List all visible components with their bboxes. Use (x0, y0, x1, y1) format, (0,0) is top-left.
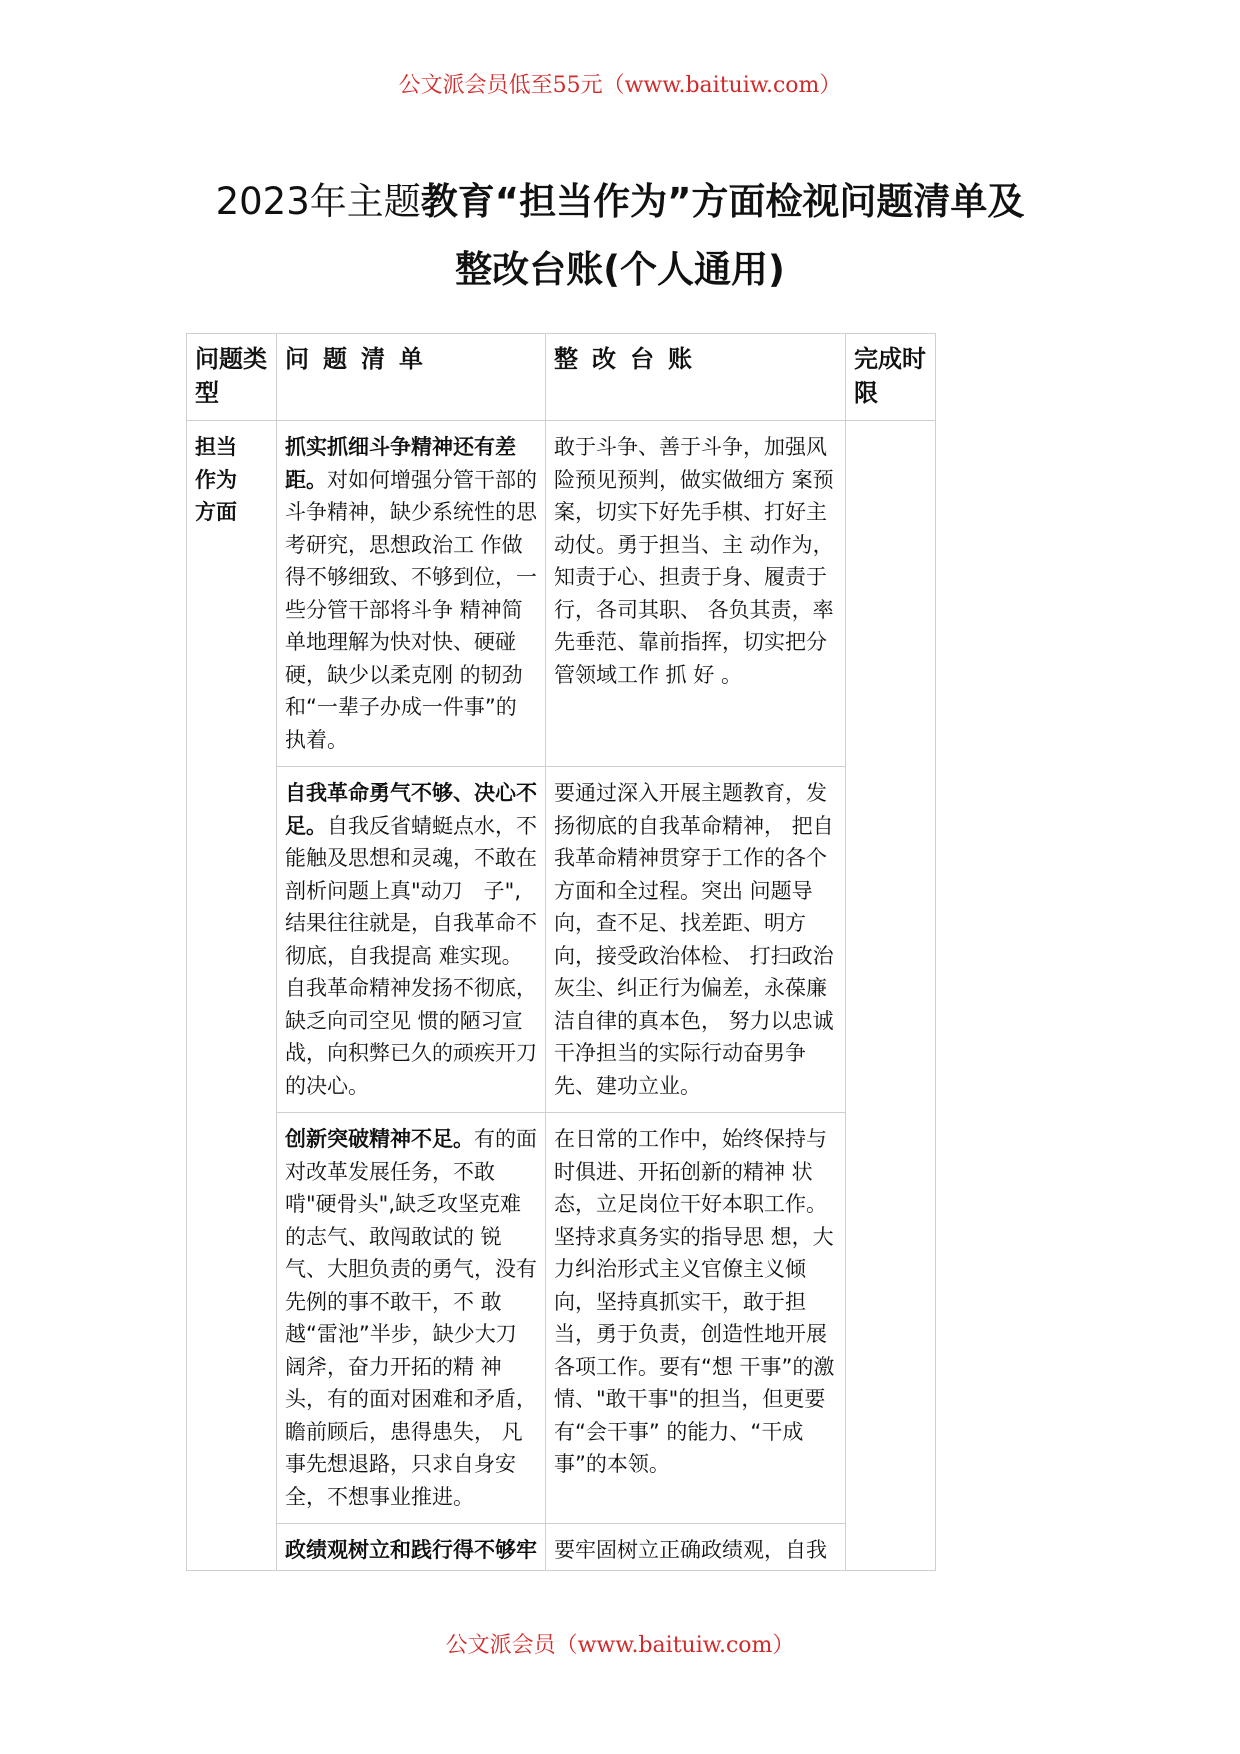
ledger-cell: 敢于斗争、善于斗争，加强风险预见预判，做实做细方 案预案，切实下好先手棋、打好主动仗。勇于担当、主 动作为，知责于心、担责于身、履责于行，各司其职、 各负其责，率先垂范、靠前指挥，切实把分管领域工作 抓 好 。 (546, 421, 846, 767)
top-banner: 公文派会员低至55元（www.baituiw.com） (398, 73, 842, 98)
deadline-cell (846, 421, 936, 1571)
ledger-cell: 在日常的工作中，始终保持与时俱进、开拓创新的精神 状态，立足岗位干好本职工作。坚持求真务实的指导思 想，大力纠治形式主义官僚主义倾向，坚持真抓实干，敢于担当，勇于负责，创造性地开展各项工作。要有“想 干事”的激情、"敢干事"的担当，但更要有“会干事” 的能力、“干成事”的本领。 (546, 1113, 846, 1524)
ledger-cell: 要牢固树立正确政绩观，自我 (546, 1524, 846, 1571)
table-header-row (187, 334, 936, 421)
header-problem-list: 问题清单 (277, 334, 546, 421)
table-row (187, 1524, 936, 1571)
problem-cell: 政绩观树立和践行得不够牢 (277, 1524, 546, 1571)
bottom-banner: 公文派会员（www.baituiw.com） (445, 1633, 795, 1658)
title-prefix: 2023年主题 (215, 180, 421, 223)
problem-cell: 创新突破精神不足。有的面对改革发展任务，不敢啃"硬骨头",缺乏攻坚克难的志气、敢闯敢试的 锐气、大胆负责的勇气，没有先例的事不敢干，不 敢越“雷池”半步，缺少大刀阔斧，奋力开拓的精 神头，有的面对困难和矛盾，瞻前顾后，患得患失， 凡事先想退路，只求自身安全，不想事业推进。 (277, 1113, 546, 1524)
title-main: 教育“担当作为”方面检视问题清单及 (420, 180, 1025, 223)
category-cell: 担当 作为 方面 (187, 421, 277, 1571)
problem-cell: 自我革命勇气不够、决心不足。自我反省蜻蜓点水，不能触及思想和灵魂，不敢在剖析问题上真"动刀 子",结果往往就是，自我革命不彻底，自我提高 难实现。自我革命精神发扬不彻底，缺乏向司空见 惯的陋习宣战，向积弊已久的顽疾开刀的决心。 (277, 767, 546, 1113)
table-row (187, 767, 936, 1113)
rectification-table (186, 333, 936, 1571)
title-line-1 (130, 168, 1110, 236)
problem-cell: 抓实抓细斗争精神还有差距。对如何增强分管干部的斗争精神，缺少系统性的思考研究，思想政治工 作做得不够细致、不够到位，一些分管干部将斗争 精神简单地理解为快对快、硬碰硬，缺少以柔克刚 的韧劲和“一辈子办成一件事”的执着。 (277, 421, 546, 767)
table-row (187, 421, 936, 767)
title-line-2: 整改台账(个人通用) (455, 248, 785, 291)
document-title (130, 168, 1110, 304)
ledger-cell: 要通过深入开展主题教育，发扬彻底的自我革命精神， 把自我革命精神贯穿于工作的各个方面和全过程。突出 问题导向，查不足、找差距、明方向，接受政治体检、 打扫政治灰尘、纠正行为偏差，永葆廉洁自律的真本色， 努力以忠诚干净担当的实际行动奋男争先、建功立业。 (546, 767, 846, 1113)
header-rectification-ledger: 整改台账 (546, 334, 846, 421)
header-problem-type: 问题类型 (187, 334, 277, 421)
header-deadline: 完成时限 (846, 334, 936, 421)
table-row (187, 1113, 936, 1524)
